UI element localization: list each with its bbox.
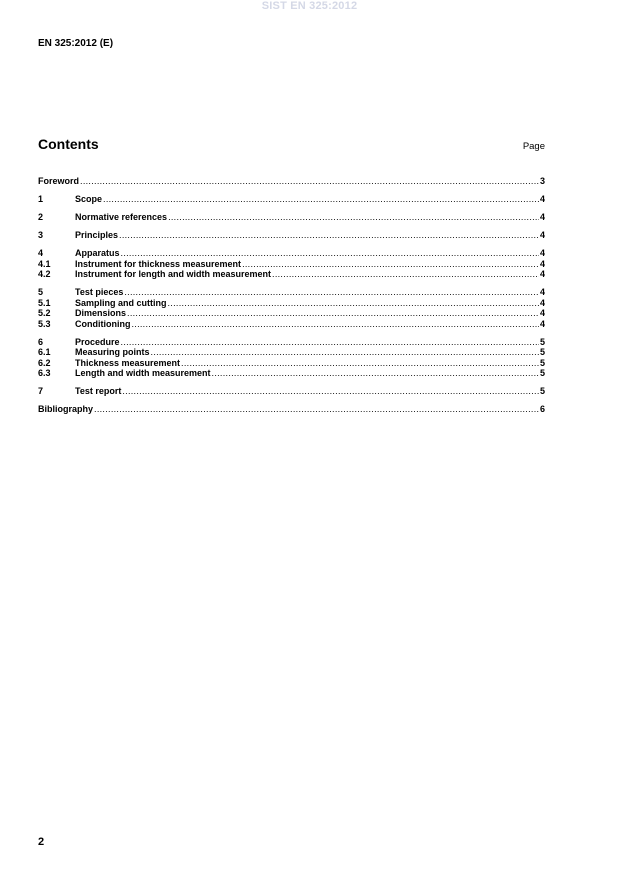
toc-entry-number: 4.1 [38,258,51,269]
toc-entry-normative-references[interactable] [38,212,545,223]
toc-entry-title: Dimensions [75,308,127,318]
toc-entry-title: Conditioning [75,318,131,329]
toc-leader-dots [131,319,539,330]
table-of-contents [38,176,545,415]
toc-leader-dots [80,176,539,187]
toc-entry-foreword[interactable] [38,176,545,187]
toc-leader-dots [103,194,539,205]
toc-entry-page: 4 [539,287,545,297]
toc-entry-test-report[interactable] [38,386,545,397]
toc-leader-dots [272,269,539,280]
toc-entry-thickness-measurement[interactable] [38,358,545,369]
toc-entry-title: Principles [75,230,119,240]
toc-entry-number: 4 [38,248,44,258]
document-id: EN 325:2012 (E) [38,38,114,49]
toc-leader-dots [119,230,539,241]
toc-leader-dots [168,212,539,223]
toc-entry-number: 6 [38,336,44,347]
toc-entry-number: 2 [38,212,44,222]
toc-entry-page: 4 [539,318,545,329]
toc-entry-title: Scope [75,194,103,204]
page-number: 2 [38,836,45,848]
toc-entry-title: Length and width measurement [75,368,211,378]
toc-entry-page: 5 [539,336,545,347]
toc-entry-number: 1 [38,194,44,204]
toc-leader-dots [212,368,539,379]
toc-leader-dots [127,308,539,319]
toc-entry-page: 5 [539,357,545,368]
toc-entry-title: Bibliography [38,404,94,414]
toc-leader-dots [151,347,539,358]
toc-entry-number: 6.2 [38,357,51,368]
toc-entry-number: 7 [38,386,44,396]
toc-entry-page: 4 [539,248,545,258]
toc-entry-number: 6.1 [38,347,51,357]
toc-entry-title: Instrument for thickness measurement [75,258,242,269]
toc-entry-page: 5 [539,386,545,396]
toc-entry-title: Apparatus [75,248,120,258]
toc-entry-title: Normative references [75,212,168,222]
toc-leader-dots [124,287,539,298]
toc-entry-page: 4 [539,194,545,204]
toc-entry-page: 4 [539,297,545,308]
toc-leader-dots [121,337,539,348]
toc-leader-dots [168,298,539,309]
toc-entry-conditioning[interactable] [38,319,545,330]
toc-entry-bibliography[interactable] [38,404,545,415]
toc-leader-dots [122,386,539,397]
toc-entry-page: 4 [539,308,545,318]
toc-leader-dots [181,358,539,369]
toc-entry-title: Foreword [38,176,80,186]
toc-entry-scope[interactable] [38,194,545,205]
toc-entry-principles[interactable] [38,230,545,241]
toc-entry-length-width-instrument[interactable] [38,269,545,280]
toc-entry-page: 4 [539,269,545,279]
toc-leader-dots [121,248,539,259]
contents-heading: Contents [38,136,99,152]
toc-entry-number: 5.2 [38,308,51,318]
toc-entry-title: Test pieces [75,287,124,297]
toc-entry-measuring-points[interactable] [38,347,545,358]
toc-entry-test-pieces[interactable] [38,287,545,298]
toc-entry-title: Thickness measurement [75,357,181,368]
toc-entry-title: Test report [75,386,122,396]
page-column-heading: Page [522,141,545,152]
toc-entry-number: 5.1 [38,297,51,308]
watermark: SIST EN 325:2012 [261,0,358,12]
toc-entry-title: Sampling and cutting [75,297,167,308]
toc-entry-title: Procedure [75,336,120,347]
toc-entry-procedure[interactable] [38,337,545,348]
toc-entry-title: Measuring points [75,347,150,357]
toc-entry-page: 4 [539,212,545,222]
toc-entry-dimensions[interactable] [38,308,545,319]
toc-entry-page: 5 [539,368,545,378]
toc-entry-number: 4.2 [38,269,51,279]
toc-entry-page: 3 [539,176,545,186]
toc-entry-length-width-measurement[interactable] [38,368,545,379]
toc-entry-apparatus[interactable] [38,248,545,259]
toc-entry-number: 6.3 [38,368,51,378]
toc-entry-title: Instrument for length and width measurement [75,269,272,279]
toc-entry-page: 6 [539,404,545,414]
toc-entry-sampling-cutting[interactable] [38,298,545,309]
toc-entry-number: 5.3 [38,318,51,329]
toc-entry-number: 3 [38,230,44,240]
toc-leader-dots [94,404,539,415]
toc-entry-thickness-instrument[interactable] [38,259,545,270]
toc-entry-page: 5 [539,347,545,357]
toc-entry-page: 4 [539,258,545,269]
toc-entry-page: 4 [539,230,545,240]
toc-leader-dots [242,259,539,270]
toc-entry-number: 5 [38,287,44,297]
